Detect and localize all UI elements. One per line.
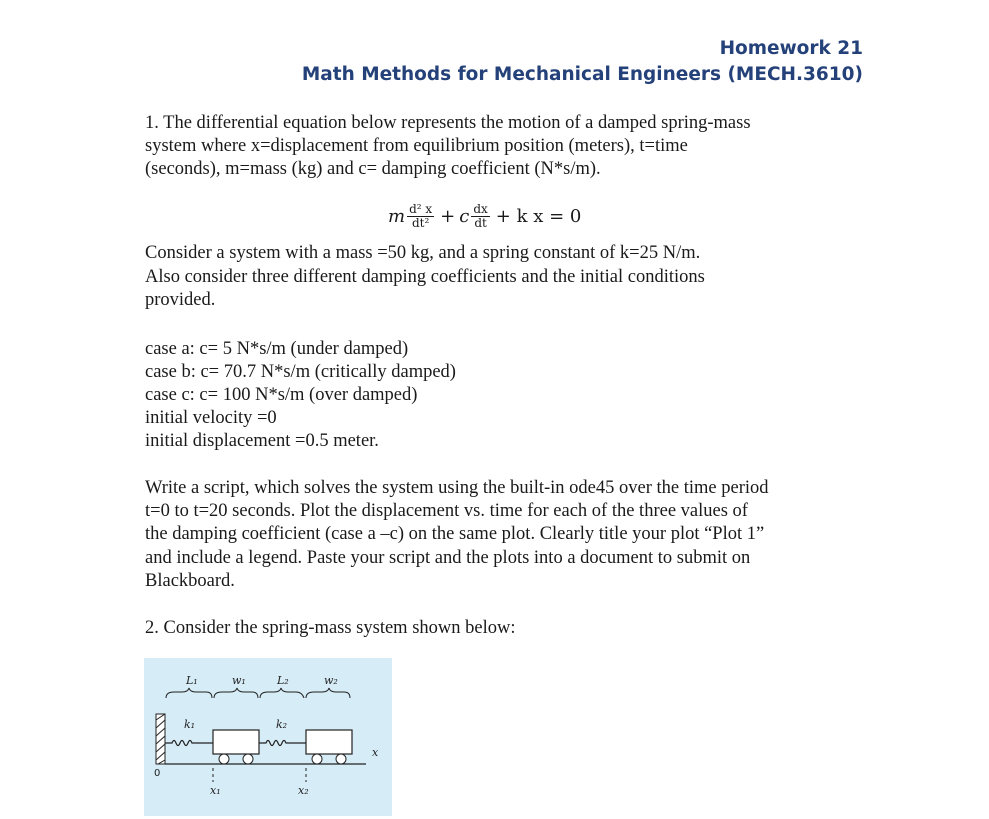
eq-first-derivative [471, 203, 489, 230]
label-x2: x₂ [298, 784, 309, 797]
text-line: t=0 to t=20 seconds. Plot the displacement vs. time for each of the three values of [145, 501, 748, 521]
figure-background [144, 658, 392, 816]
eq-frac-num: d² x [409, 202, 433, 216]
spring-mass-figure [144, 658, 392, 816]
label-w1: w₁ [232, 674, 246, 687]
mass-m2 [306, 730, 352, 754]
text-line: and include a legend. Paste your script and the plots into a document to submit on [145, 548, 751, 568]
label-k1: k₁ [184, 718, 196, 731]
problem2-text: 2. Consider the spring-mass system shown below: [145, 618, 516, 638]
eq-second-derivative [407, 203, 434, 230]
homework-title: Homework 21 [719, 38, 863, 59]
wheel [336, 754, 346, 764]
mass-m1 [213, 730, 259, 754]
eq-plus: + [440, 206, 456, 227]
text-line: the damping coefficient (case a –c) on the same plot. Clearly title your plot “Plot 1” [145, 524, 765, 544]
label-k2: k₂ [276, 718, 288, 731]
case-line: initial displacement =0.5 meter. [145, 431, 379, 451]
label-L1: L₁ [186, 674, 198, 687]
wheel [219, 754, 229, 764]
text-line: Blackboard. [145, 571, 235, 591]
case-line: case c: c= 100 N*s/m (over damped) [145, 385, 418, 405]
wheel [312, 754, 322, 764]
eq-frac-den: dt² [411, 216, 430, 230]
case-line: initial velocity =0 [145, 408, 277, 428]
eq-frac-num: dx [473, 202, 488, 216]
label-L2: L₂ [277, 674, 289, 687]
eq-frac-den: dt [474, 216, 487, 230]
eq-rest: + k x = 0 [495, 206, 582, 227]
eq-m: m [388, 206, 406, 227]
text-line: 1. The differential equation below represents the motion of a damped spring-mass [145, 113, 751, 133]
wheel [243, 754, 253, 764]
text-line: provided. [145, 290, 216, 310]
case-line: case a: c= 5 N*s/m (under damped) [145, 339, 409, 359]
case-line: case b: c= 70.7 N*s/m (critically damped) [145, 362, 456, 382]
label-w2: w₂ [324, 674, 338, 687]
course-title: Math Methods for Mechanical Engineers (MECH.3610) [301, 64, 863, 85]
text-line: system where x=displacement from equilibrium position (meters), t=time [145, 136, 688, 156]
label-x: x [372, 746, 379, 759]
text-line: (seconds), m=mass (kg) and c= damping coefficient (N*s/m). [145, 159, 601, 179]
eq-c: c [459, 206, 470, 227]
text-line: Also consider three different damping coefficients and the initial conditions [145, 267, 705, 287]
text-line: Consider a system with a mass =50 kg, and a spring constant of k=25 N/m. [145, 243, 701, 263]
differential-equation [388, 203, 585, 230]
label-x1: x₁ [210, 784, 221, 797]
label-zero: 0 [154, 768, 161, 779]
text-line: Write a script, which solves the system using the built-in ode45 over the time period [145, 478, 769, 498]
